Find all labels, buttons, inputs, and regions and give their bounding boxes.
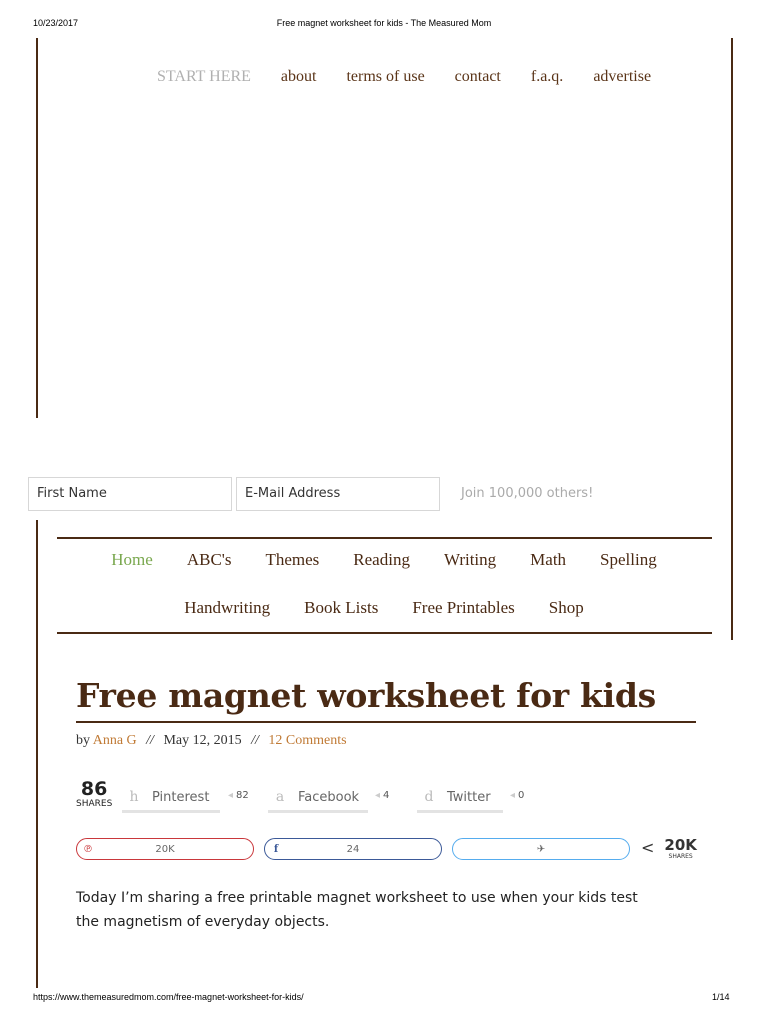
count-arrow-icon: ◂ (375, 790, 381, 801)
pinterest-share-button[interactable] (122, 784, 220, 813)
nav-writing[interactable]: Writing (443, 550, 497, 569)
pinterest-pill-button[interactable] (76, 838, 254, 860)
pill-total (641, 838, 697, 860)
pill-total-label: SHARES (668, 853, 693, 860)
nav-handwriting[interactable]: Handwriting (184, 598, 271, 617)
post-date: May 12, 2015 (163, 733, 242, 748)
nav-contact[interactable]: contact (454, 68, 501, 85)
facebook-icon: f (273, 843, 279, 855)
count-arrow-icon: ◂ (510, 790, 516, 801)
facebook-pill-button[interactable] (264, 838, 442, 860)
print-page-title: Free magnet worksheet for kids - The Measured Mom (276, 18, 492, 28)
left-border-line (36, 38, 38, 418)
pill-total-number: 20K (664, 836, 697, 854)
nav-about[interactable]: about (280, 68, 317, 85)
twitter-count: ◂ 0 (510, 790, 525, 801)
email-field[interactable]: E-Mail Address (236, 477, 440, 511)
share-total-number: 86 (80, 778, 108, 800)
count-arrow-icon: ◂ (228, 790, 234, 801)
twitter-icon: ✈ (536, 843, 546, 855)
title-underline (76, 721, 696, 723)
nav-bottom-rule (57, 632, 712, 634)
page-title: Free magnet worksheet for kids (76, 676, 656, 715)
facebook-icon: a (275, 789, 285, 805)
twitter-share-button[interactable] (417, 784, 503, 813)
share-total (76, 779, 112, 809)
nav-faq[interactable]: f.a.q. (530, 68, 564, 85)
pinterest-icon: h (129, 789, 139, 805)
twitter-icon: d (424, 789, 434, 805)
join-text: Join 100,000 others! (461, 486, 594, 501)
comments-link[interactable]: 12 Comments (268, 733, 347, 748)
author-link[interactable]: Anna G (92, 733, 137, 748)
facebook-pill-count: 24 (346, 843, 360, 855)
pinterest-pill-count: 20K (155, 843, 175, 855)
nav-free-printables[interactable]: Free Printables (412, 598, 515, 617)
pinterest-label: Pinterest (152, 789, 210, 805)
main-nav-row2 (0, 598, 768, 618)
meta-separator: // (146, 733, 154, 748)
share-total-label: SHARES (76, 799, 113, 809)
share-icon[interactable]: < (641, 838, 655, 857)
nav-abcs[interactable]: ABC's (186, 550, 232, 569)
nav-terms-of-use[interactable]: terms of use (346, 68, 425, 85)
article-intro: Today I’m sharing a free printable magnet worksheet to use when your kids test the magnetism of everyday objects. (76, 890, 638, 930)
nav-spelling[interactable]: Spelling (600, 550, 657, 569)
nav-book-lists[interactable]: Book Lists (304, 598, 379, 617)
nav-math[interactable]: Math (530, 550, 567, 569)
print-page-number: 1/14 (712, 992, 730, 1002)
facebook-count: ◂ 4 (375, 790, 390, 801)
top-nav (157, 68, 651, 86)
left-border-line-lower (36, 520, 38, 988)
main-nav-row1 (0, 550, 768, 570)
meta-separator: // (251, 733, 259, 748)
nav-top-rule (57, 537, 712, 539)
post-meta (76, 733, 347, 749)
nav-shop[interactable]: Shop (548, 598, 584, 617)
first-name-field[interactable]: First Name (28, 477, 232, 511)
pinterest-count: ◂ 82 (228, 790, 249, 801)
nav-home[interactable]: Home (111, 550, 153, 569)
nav-reading[interactable]: Reading (353, 550, 410, 569)
pinterest-icon: ℗ (83, 843, 93, 855)
nav-start-here[interactable]: START HERE (157, 68, 251, 85)
nav-themes[interactable]: Themes (265, 550, 320, 569)
facebook-share-button[interactable] (268, 784, 368, 813)
twitter-label: Twitter (447, 789, 491, 805)
print-date: 10/23/2017 (33, 18, 79, 28)
print-url: https://www.themeasuredmom.com/free-magnet-worksheet-for-kids/ (33, 992, 304, 1002)
twitter-pill-button[interactable] (452, 838, 630, 860)
nav-advertise[interactable]: advertise (593, 68, 652, 85)
facebook-label: Facebook (298, 789, 360, 805)
meta-by: by (76, 733, 90, 748)
